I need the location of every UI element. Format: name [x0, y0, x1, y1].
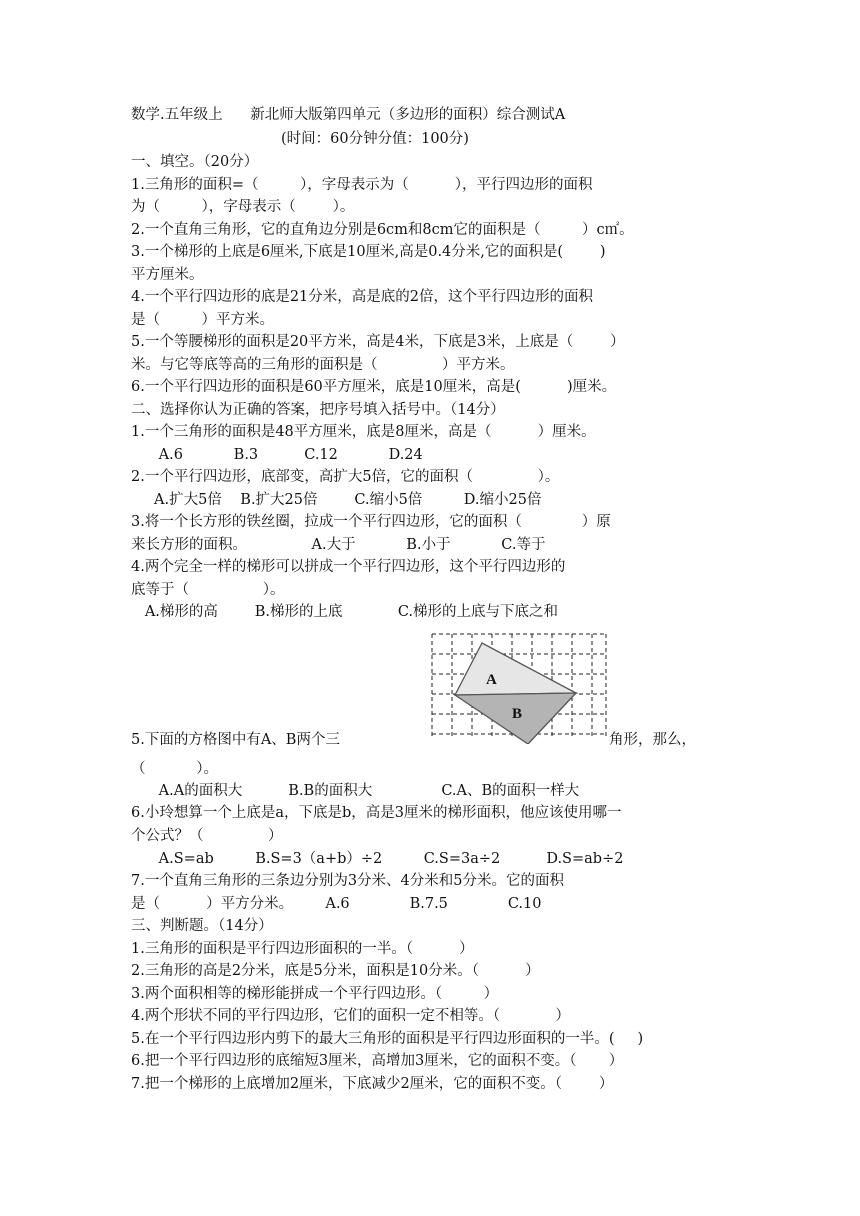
grid-triangles-diagram — [430, 632, 610, 744]
s2-question-5a-right: 角形，那么， — [609, 732, 696, 748]
s2-question-4-options: A.梯形的高 B.梯形的上底 C.梯形的上底与下底之和 — [131, 604, 559, 620]
s2-question-4a: 4.两个完全一样的梯形可以拼成一个平行四边形，这个平行四边形的 — [131, 559, 566, 575]
s1-question-1a: 1.三角形的面积=（ ），字母表示为（ ），平行四边形的面积 — [131, 177, 593, 193]
s2-question-6b: 个公式？（ ） — [131, 828, 283, 844]
s2-question-5b: （ ）。 — [131, 761, 218, 777]
s2-question-2: 2.一个平行四边形，底部变，高扩大5倍，它的面积（ ）。 — [131, 469, 560, 485]
s2-question-6a: 6.小玲想算一个上底是a，下底是b，高是3厘米的梯形面积，他应该使用哪一 — [131, 805, 622, 821]
section3-title: 三、判断题。（14分） — [131, 918, 273, 934]
s1-question-4a: 4.一个平行四边形的底是21分米，高是底的2倍，这个平行四边形的面积 — [131, 289, 594, 305]
triangle-b-label: B — [512, 706, 523, 722]
s1-question-1b: 为（ ），字母表示（ ）。 — [131, 199, 355, 215]
s1-question-6: 6.一个平行四边形的面积是60平方厘米，底是10厘米，高是( )厘米。 — [131, 379, 617, 395]
grid-figure — [430, 632, 610, 748]
section1-title: 一、填空。（20分） — [131, 154, 259, 170]
s3-question-4: 4.两个形状不同的平行四边形，它们的面积一定不相等。（ ） — [131, 1008, 570, 1024]
s2-question-2-options: A.扩大5倍 B.扩大25倍 C.缩小5倍 D.缩小25倍 — [131, 492, 542, 508]
section2-title: 二、选择你认为正确的答案，把序号填入括号中。（14分） — [131, 402, 505, 418]
s1-question-4b: 是（ ）平方米。 — [131, 312, 274, 328]
s2-question-7b: 是（ ）平方分米。 A.6 B.7.5 C.10 — [131, 896, 542, 912]
s3-question-1: 1.三角形的面积是平行四边形面积的一半。（ ） — [131, 941, 474, 957]
s2-question-5a-left: 5.下面的方格图中有A、B两个三 — [131, 732, 340, 748]
header-time-score: (时间：60分钟分值：100分) — [281, 131, 469, 147]
s1-question-5b: 米。与它等底等高的三角形的面积是（ ）平方米。 — [131, 357, 515, 373]
s3-question-5: 5.在一个平行四边形内剪下的最大三角形的面积是平行四边形面积的一半。( ) — [131, 1031, 644, 1047]
s3-question-3: 3.两个面积相等的梯形能拼成一个平行四边形。（ ） — [131, 986, 499, 1002]
s1-question-3a: 3.一个梯形的上底是6厘米,下底是10厘米,高是0.4分米,它的面积是( ) — [131, 244, 606, 260]
s2-question-3a: 3.将一个长方形的铁丝圈，拉成一个平行四边形，它的面积（ ）原 — [131, 514, 611, 530]
s3-question-2: 2.三角形的高是2分米，底是5分米，面积是10分米。（ ） — [131, 963, 540, 979]
s2-question-1: 1.一个三角形的面积是48平方厘米，底是8厘米，高是（ ）厘米。 — [131, 424, 596, 440]
s2-question-7a: 7.一个直角三角形的三条边分别为3分米、4分米和5分米。它的面积 — [131, 873, 565, 889]
s1-question-2: 2.一个直角三角形，它的直角边分别是6cm和8cm它的面积是（ ）c㎡。 — [131, 222, 634, 238]
s2-question-5-options: A.A的面积大 B.B的面积大 C.A、B的面积一样大 — [131, 783, 580, 799]
s2-question-1-options: A.6 B.3 C.12 D.24 — [131, 447, 423, 463]
header-title: 数学.五年级上 新北师大版第四单元（多边形的面积）综合测试A — [131, 107, 566, 123]
s1-question-3b: 平方厘米。 — [131, 267, 204, 283]
s3-question-6: 6.把一个平行四边形的底缩短3厘米，高增加3厘米，它的面积不变。（ ） — [131, 1053, 624, 1069]
s1-question-5a: 5.一个等腰梯形的面积是20平方米，高是4米，下底是3米，上底是（ ） — [131, 334, 625, 350]
triangle-a-shape — [455, 643, 576, 695]
s2-question-3b: 来长方形的面积。 A.大于 B.小于 C.等于 — [131, 537, 546, 553]
triangle-a-label: A — [486, 672, 497, 688]
s2-question-6-options: A.S=ab B.S=3（a+b）÷2 C.S=3a÷2 D.S=ab÷2 — [131, 851, 624, 867]
s2-question-4b: 底等于（ ）。 — [131, 582, 285, 598]
s3-question-7: 7.把一个梯形的上底增加2厘米，下底减少2厘米，它的面积不变。（ ） — [131, 1076, 614, 1092]
